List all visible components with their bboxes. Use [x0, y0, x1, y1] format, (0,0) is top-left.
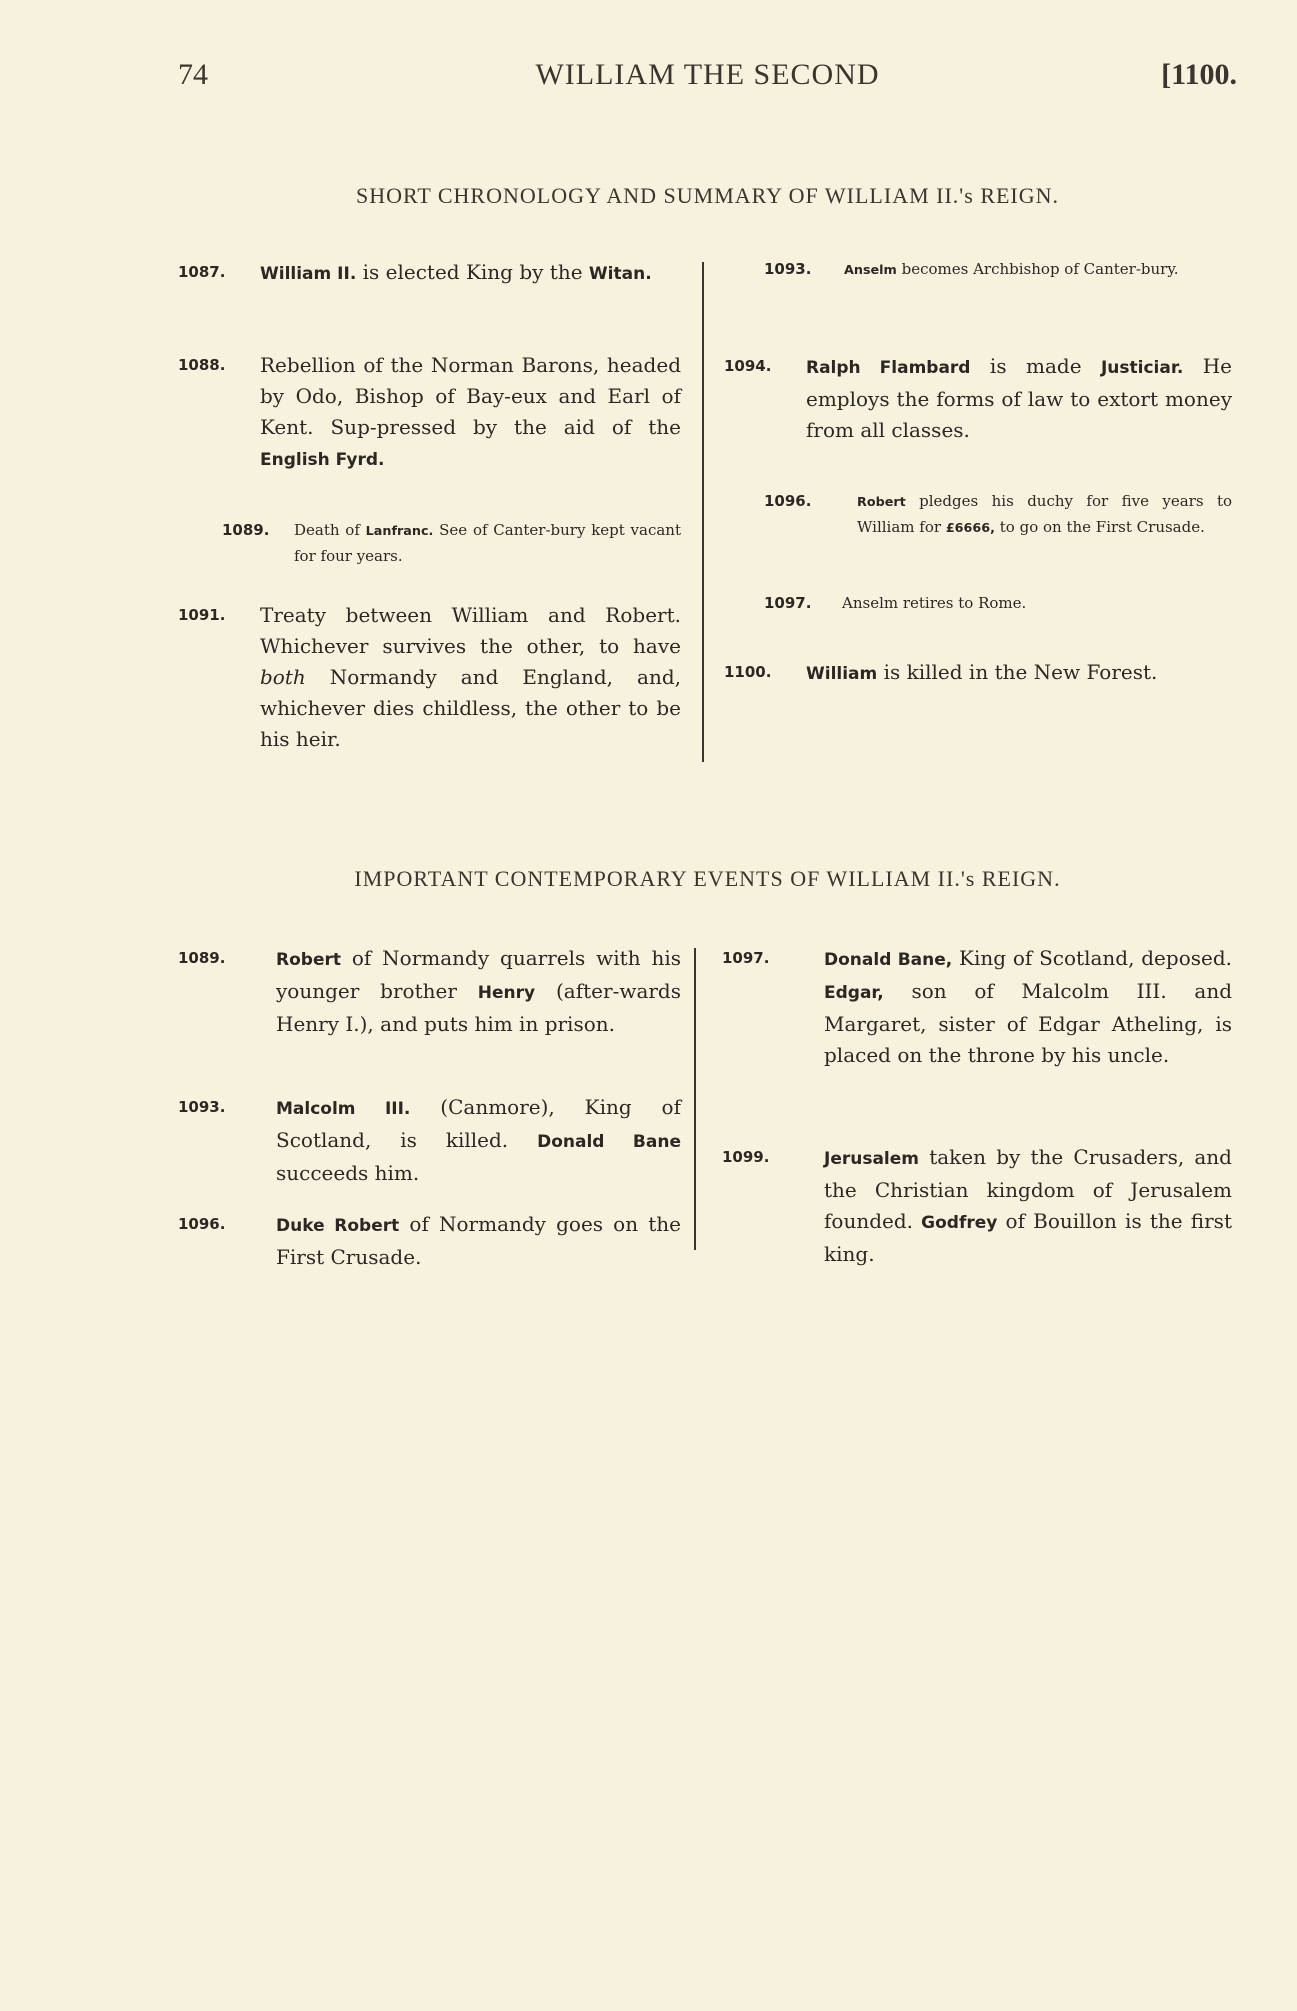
header-year: [1100.	[1161, 58, 1237, 91]
events-right-column	[722, 943, 1232, 1270]
entry-year: 1097.	[722, 949, 770, 967]
chronology-right-column	[724, 257, 1232, 690]
chronology-entry	[178, 518, 681, 578]
chronology-entry	[724, 351, 1232, 451]
entry-year: 1097.	[764, 594, 812, 612]
events-entry	[178, 943, 681, 1067]
entry-year: 1100.	[724, 663, 772, 681]
page-number: 74	[178, 58, 208, 91]
entry-text: Robert of Normandy quarrels with his younger brother Henry (after-wards Henry I.), and puts him in prison.	[276, 946, 681, 1036]
entry-text: Anselm becomes Archbishop of Canter-bury.	[844, 260, 1179, 278]
entry-year: 1088.	[178, 356, 226, 374]
chronology-entry	[724, 657, 1232, 690]
running-header	[178, 58, 1237, 102]
events-entry	[722, 943, 1232, 1098]
chronology-entry	[178, 257, 681, 321]
entry-text: Jerusalem taken by the Crusaders, and the Christian kingdom of Jerusalem founded. Godfrey of Bouillon is the first king.	[824, 1145, 1232, 1266]
entry-year: 1089.	[222, 521, 270, 539]
entry-year: 1094.	[724, 357, 772, 375]
entry-year: 1096.	[178, 1215, 226, 1233]
entry-year: 1093.	[178, 1098, 226, 1116]
running-title: WILLIAM THE SECOND	[535, 58, 880, 91]
entry-text: Robert pledges his duchy for five years to William for £6666, to go on the First Crusade.	[857, 492, 1232, 536]
entry-text: William is killed in the New Forest.	[806, 660, 1158, 684]
entry-text: Death of Lanfranc. See of Canter-bury kept vacant for four years.	[294, 521, 681, 565]
column-divider	[702, 262, 704, 762]
entry-text: Duke Robert of Normandy goes on the First Crusade.	[276, 1212, 681, 1269]
entry-text: Ralph Flambard is made Justiciar. He employs the forms of law to extort money from all classes.	[806, 354, 1232, 442]
events-entry	[178, 1209, 681, 1273]
chronology-title: SHORT CHRONOLOGY AND SUMMARY OF WILLIAM II.'s REIGN.	[355, 183, 1060, 208]
events-entry	[178, 1092, 681, 1185]
entry-text: Anselm retires to Rome.	[842, 594, 1027, 612]
entry-year: 1099.	[722, 1148, 770, 1166]
events-title: IMPORTANT CONTEMPORARY EVENTS OF WILLIAM II.'s REIGN.	[354, 866, 1061, 891]
entry-text: Rebellion of the Norman Barons, headed by Odo, Bishop of Bay-eux and Earl of Kent. Sup-pressed by the aid of the English Fyrd.	[260, 353, 681, 470]
chronology-entry	[724, 257, 1232, 313]
entry-year: 1087.	[178, 263, 226, 281]
entry-text: Treaty between William and Robert. Whichever survives the other, to have both Normandy and England, and, whichever dies childless, the other to be his heir.	[260, 603, 681, 751]
chronology-entry	[724, 489, 1232, 569]
entry-year: 1091.	[178, 606, 226, 624]
entry-text: Donald Bane, King of Scotland, deposed. Edgar, son of Malcolm III. and Margaret, sister of Edgar Atheling, is placed on the throne by his uncle.	[824, 946, 1232, 1067]
entry-text: William II. is elected King by the Witan.	[260, 260, 652, 284]
events-entry	[722, 1142, 1232, 1270]
chronology-entry	[178, 350, 681, 508]
entry-text: Malcolm III. (Canmore), King of Scotland, is killed. Donald Bane succeeds him.	[276, 1095, 681, 1185]
entry-year: 1096.	[764, 492, 812, 510]
chronology-entry	[178, 600, 681, 755]
chronology-left-column	[178, 257, 681, 755]
chronology-entry	[724, 591, 1232, 621]
entry-year: 1093.	[764, 260, 812, 278]
events-left-column	[178, 943, 681, 1273]
entry-year: 1089.	[178, 949, 226, 967]
column-divider	[694, 948, 696, 1250]
